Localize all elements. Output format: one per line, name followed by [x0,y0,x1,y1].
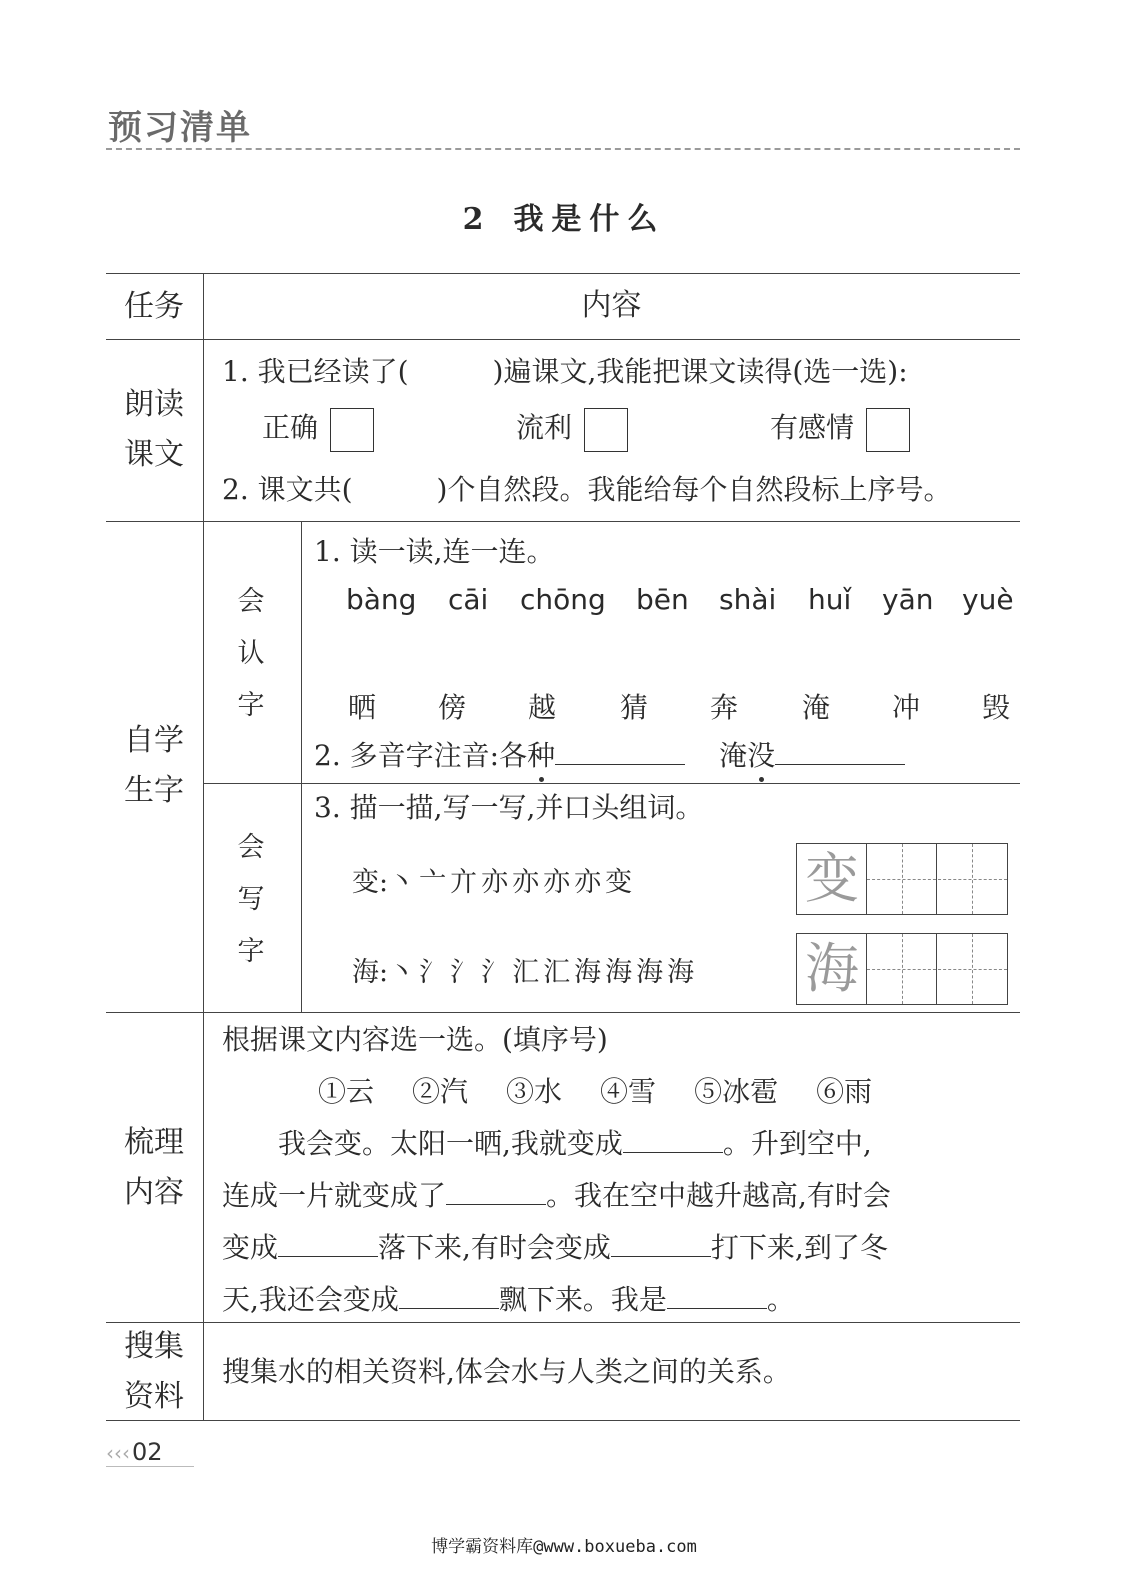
lesson-number: 2 [462,202,492,237]
stroke-prefix: 海: [352,957,389,988]
option-with-feeling [770,406,910,452]
trace-char: 海 [805,937,859,1000]
answer-blank[interactable] [446,1176,546,1205]
option-label: 流利 [516,411,573,444]
passage-text: 我会变。太阳一晒,我就变成 [222,1127,623,1160]
polyphone-word: 各种 [499,739,556,772]
sub-label-char: 会 [237,586,265,617]
row-divider [106,521,1020,522]
passage-text: 变成 [222,1231,279,1264]
sub-column-divider [301,521,302,1012]
chevrons-left-icon: ‹‹‹ [106,1441,130,1465]
answer-blank[interactable] [667,1280,767,1309]
stroke-sequence: 丶亠亣亦亦亦亦变 [388,867,637,898]
choice-item: ②汽 [412,1075,469,1108]
row-label-line: 梳理 [124,1125,184,1160]
row-label-collect [106,1322,202,1422]
lesson-name: 我是什么 [513,202,666,237]
dashed-divider [106,148,1020,150]
page-number-value: 02 [132,1438,163,1466]
row-label-line: 内容 [124,1175,184,1210]
hanzi-item: 淹 [802,691,831,724]
table-top-border [106,273,1020,274]
stroke-order-hai [352,950,698,989]
pinyin-item: yuè [962,583,1014,616]
footer-watermark: 博学霸资料库@www.boxueba.com [431,1537,697,1557]
row-label-line: 搜集 [124,1329,184,1364]
page-number-underline [106,1466,194,1467]
hanzi-item: 毁 [982,691,1011,724]
checkbox[interactable] [866,408,910,452]
lesson-title [0,194,1128,238]
pinyin-item: bēn [636,583,689,616]
choice-item: ⑤冰雹 [694,1075,779,1108]
page-number [106,1438,163,1466]
sub-label-char: 字 [237,936,265,967]
passage-text: 落下来,有时会变成 [378,1231,611,1264]
sub-label-char: 字 [237,690,265,721]
passage-text: 天,我还会变成 [222,1283,399,1316]
checkbox[interactable] [330,408,374,452]
dotted-char: 种 [527,739,556,772]
checkbox[interactable] [584,408,628,452]
reading-question-2: 2. 课文共( )个自然段。我能给每个自然段标上序号。 [222,473,952,506]
row-label-line: 资料 [124,1379,184,1414]
pinyin-item: yān [882,583,934,616]
choice-item: ④雪 [600,1075,657,1108]
passage-text: 打下来,到了冬 [710,1231,888,1264]
answer-blank[interactable] [399,1280,499,1309]
option-correct [262,406,374,452]
sub-label-char: 会 [237,832,265,863]
option-label: 正确 [262,411,319,444]
writing-grid-bian[interactable] [796,843,1008,915]
passage-line [222,1274,1012,1326]
question-prefix: 2. 多音字注音: [314,739,500,772]
pinyin-item: cāi [448,583,489,616]
choice-list [318,1070,910,1110]
option-fluent [516,406,628,452]
passage-line [222,1222,1012,1274]
answer-blank[interactable] [278,1228,378,1257]
dotted-char: 没 [747,739,776,772]
row-label-reading [106,380,202,480]
column-header-content: 内容 [581,288,642,323]
trace-char: 变 [805,847,859,910]
polyphone-question [314,732,905,780]
pinyin-item: shài [719,583,777,616]
choice-item: ⑥雨 [816,1075,873,1108]
pinyin-item: bàng [346,583,417,616]
row-label-self-study [106,716,202,816]
passage-text: 。我在空中越升越高,有时会 [546,1179,891,1212]
pinyin-item: chōng [520,583,606,616]
sub-label-char: 写 [237,884,265,915]
reading-question-1: 1. 我已经读了( )遍课文,我能把课文读得(选一选): [222,355,908,388]
column-header-task: 任务 [124,289,184,324]
table-bottom-border [106,1420,1020,1421]
recognize-question-1: 1. 读一读,连一连。 [314,535,555,568]
sort-instruction: 根据课文内容选一选。(填序号) [222,1023,608,1056]
row-divider [106,1012,1020,1013]
answer-blank[interactable] [555,736,685,765]
passage-text: 飘下来。我是 [498,1283,667,1316]
write-question-3: 3. 描一描,写一写,并口头组词。 [314,791,704,824]
hanzi-item: 傍 [438,691,467,724]
row-label-line: 生字 [124,773,184,808]
stroke-sequence: 丶氵氵氵汇汇海海海海 [388,957,699,988]
row-label-line: 课文 [124,437,184,472]
header-row-divider [106,339,1020,340]
answer-blank[interactable] [623,1124,723,1153]
answer-blank[interactable] [775,736,905,765]
row-label-sort-content [106,1118,202,1218]
writing-grid-hai[interactable] [796,933,1008,1005]
choice-item: ①云 [318,1075,375,1108]
row-label-line: 自学 [124,723,184,758]
choice-item: ③水 [506,1075,563,1108]
passage-line [222,1118,1012,1170]
polyphone-word: 淹没 [719,739,776,772]
stroke-order-bian [352,860,636,899]
collect-task-text: 搜集水的相关资料,体会水与人类之间的关系。 [222,1355,791,1388]
passage-text: 连成一片就变成了 [222,1179,447,1212]
pinyin-item: huǐ [808,583,852,616]
hanzi-item: 猜 [620,691,649,724]
answer-blank[interactable] [611,1228,711,1257]
stroke-prefix: 变: [352,867,389,898]
hanzi-item: 冲 [892,691,921,724]
sub-label-write [203,822,299,978]
section-title: 预习清单 [108,108,252,148]
passage-text: 。 [766,1283,795,1316]
sub-label-recognize [203,576,299,732]
passage-line [222,1170,1012,1222]
hanzi-item: 晒 [348,691,377,724]
sub-label-char: 认 [237,638,265,669]
passage-text: 。升到空中, [722,1127,872,1160]
row-label-line: 朗读 [124,387,184,422]
hanzi-item: 越 [528,691,557,724]
option-label: 有感情 [770,411,855,444]
hanzi-item: 奔 [710,691,739,724]
